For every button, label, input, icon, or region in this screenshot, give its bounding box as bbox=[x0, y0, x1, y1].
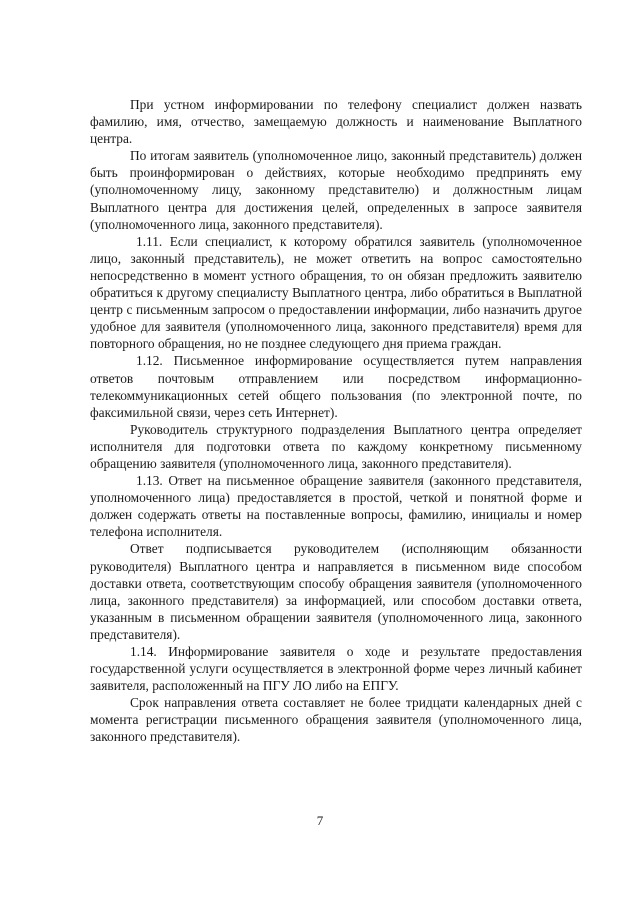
paragraph-informing-results: По итогам заявитель (уполномоченное лицо, законный представитель) должен быть проинформирован о действиях, которые необходимо предпринять ему (уполномоченному лицу, законному представителю) и должностным лицам Выплатного центра для достижения целей, определенных в запросе заявителя (уполномоченного лица, законного представителя). bbox=[90, 148, 582, 232]
paragraph-clause-1-11: 1.11. Если специалист, к которому обратился заявитель (уполномоченное лицо, законный представитель), не может ответить на вопрос самостоятельно непосредственно в момент устного обращения, то он обязан предложить заявителю обратиться к другому специалисту Выплатного центра, либо обратиться в Выплатной центр с письменным запросом о предоставлении информации, либо назначить другое удобное для заявителя (уполномоченного лица, законного представителя) время для повторного обращения, но не позднее следующего дня приема граждан. bbox=[90, 233, 582, 352]
paragraph-phone-informing: При устном информировании по телефону специалист должен назвать фамилию, имя, отчество, замещаемую должность и наименование Выплатного центра. bbox=[90, 97, 582, 147]
paragraph-answer-signing: Ответ подписывается руководителем (исполняющим обязанности руководителя) Выплатного центра и направляется в письменном виде способом доставки ответа, соответствующим способу обращения заявителя (уполномоченного лица, законного представителя) за информацией, или способом доставки ответа, указанным в письменном обращении заявителя (уполномоченного лица, законного представителя). bbox=[90, 541, 582, 642]
paragraph-clause-1-12: 1.12. Письменное информирование осуществляется путем направления ответов почтовым отправлением или посредством информационно-телекоммуникационных сетей общего пользования (по электронной почте, по факсимильной связи, через сеть Интернет). bbox=[90, 353, 582, 420]
page-number: 7 bbox=[316, 813, 324, 828]
paragraph-clause-1-14: 1.14. Информирование заявителя о ходе и результате предоставления государственной услуги осуществляется в электронной форме через личный кабинет заявителя, расположенный на ПГУ ЛО либо на ЕПГУ. bbox=[90, 644, 582, 694]
paragraph-clause-1-13: 1.13. Ответ на письменное обращение заявителя (законного представителя, уполномоченного лица) предоставляется в простой, четкой и понятной форме и должен содержать ответы на поставленные вопросы, фамилию, инициалы и номер телефона исполнителя. bbox=[90, 473, 582, 540]
document-body bbox=[90, 96, 582, 746]
paragraph-response-deadline: Срок направления ответа составляет не более тридцати календарных дней с момента регистрации письменного обращения заявителя (уполномоченного лица, законного представителя). bbox=[90, 695, 582, 745]
paragraph-department-head: Руководитель структурного подразделения Выплатного центра определяет исполнителя для подготовки ответа по каждому конкретному письменному обращению заявителя (уполномоченного лица, законного представителя). bbox=[90, 421, 582, 471]
